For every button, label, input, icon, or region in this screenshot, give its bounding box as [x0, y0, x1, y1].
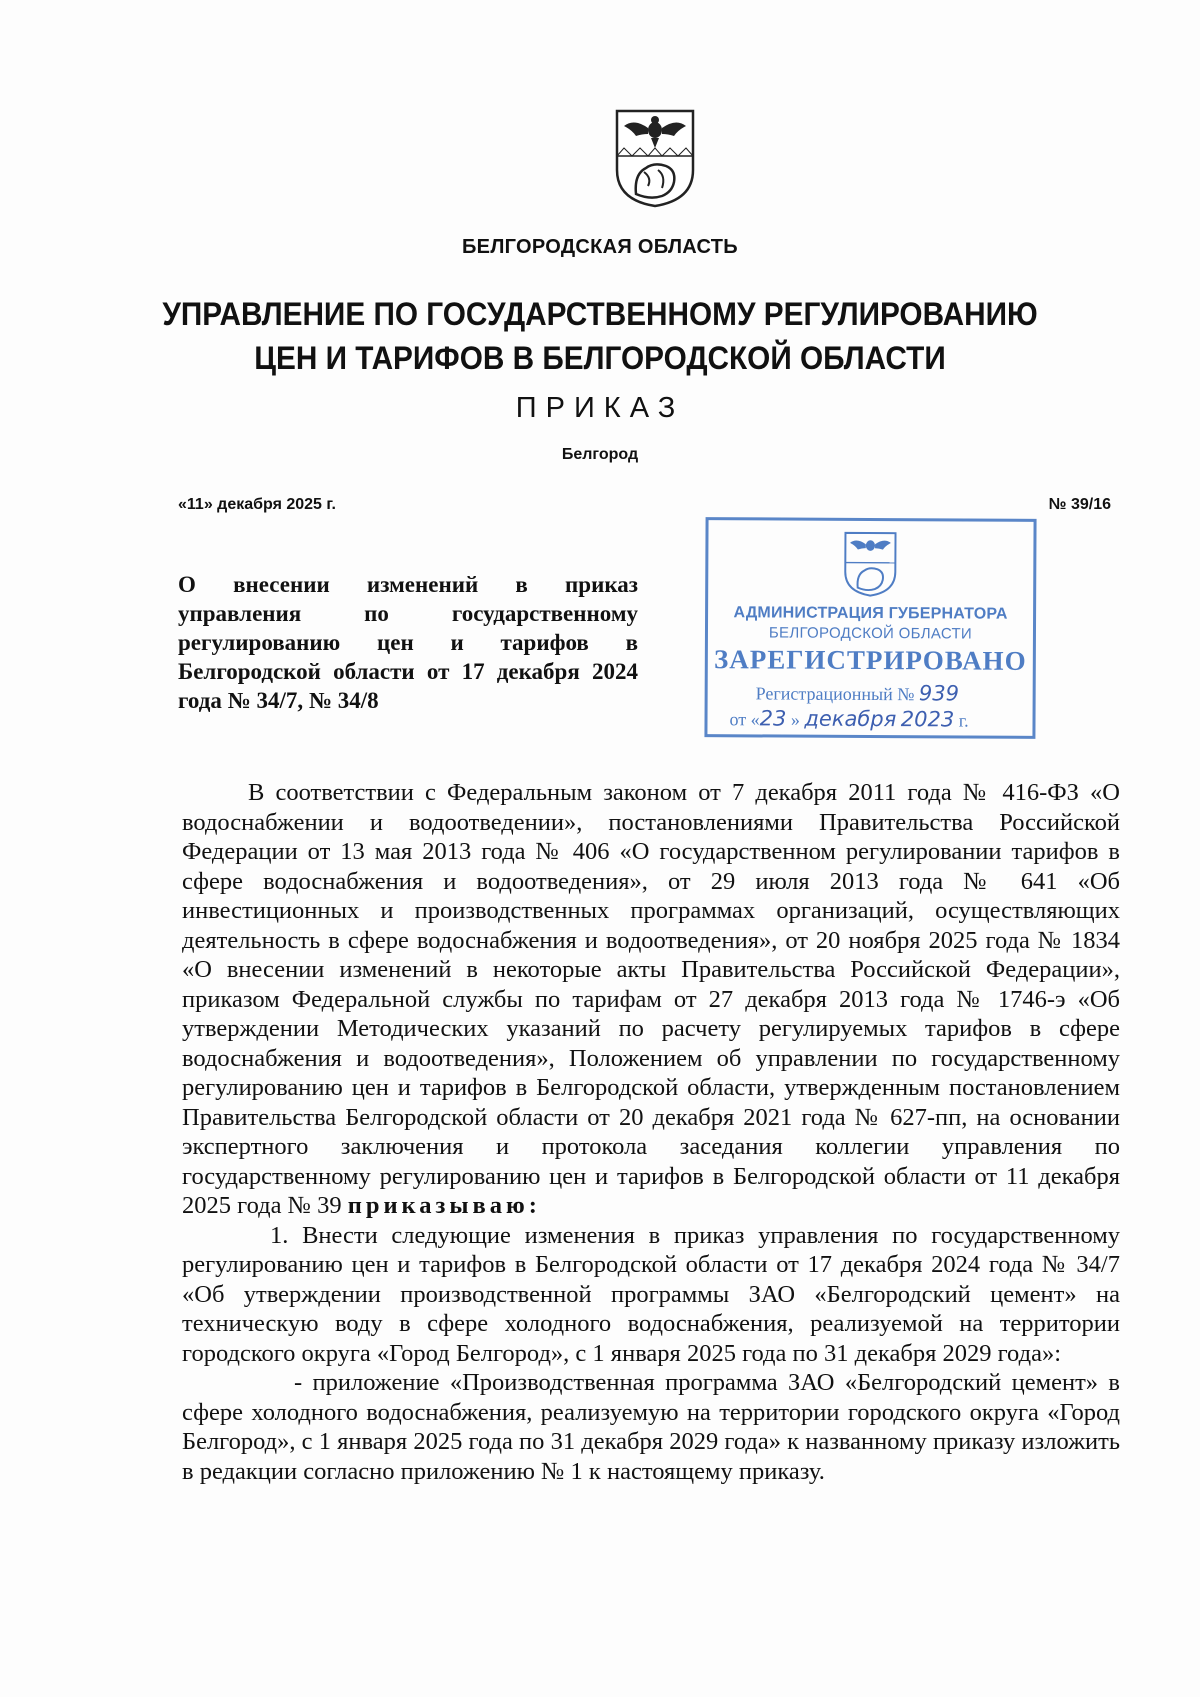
stamp-registration-number — [756, 680, 959, 705]
stamp-authority-line-1: АДМИНИСТРАЦИЯ ГУБЕРНАТОРА — [733, 604, 1008, 623]
stamp-reg-label: Регистрационный № — [755, 683, 915, 705]
document-body — [182, 778, 1120, 1486]
city: Белгород — [561, 446, 639, 463]
stamp-date-mid: » — [790, 709, 800, 730]
item-1-dash-paragraph: - приложение «Производственная программа ЗАО «Белгородский цемент» в сфере холодного водоснабжения, реализуемую на территории городского округа «Город Белгород», с 1 января 2025 года по 31 декабря 2029 года» к названному приказу изложить в редакции согласно приложению № 1 к настоящему приказу. — [182, 1369, 1120, 1485]
stamp-date-prefix: от « — [729, 709, 760, 730]
preamble-text: В соответствии с Федеральным законом от 7 декабря 2011 года № 416-ФЗ «О водоснабжении и водоотведении», постановлениями Правительства Российской Федерации от 13 мая 2013 года № 406 «О государственном регулировании тарифов в сфере водоснабжения и водоотведения», от 29 июля 2013 года № 641 «Об инвестиционных и производственных программах организаций, осуществляющих деятельность в сфере водоснабжения и водоотведения», от 20 ноября 2025 года № 1834 «О внесении изменений в некоторые акты Правительства Российской Федерации», приказом Федеральной службы по тарифам от 27 декабря 2013 года № 1746-э «Об утверждении Методических указаний по расчету регулируемых тарифов в сфере водоснабжения и водоотведения», Положением об управлении по государственному регулированию цен и тарифов в Белгородской области, утвержденным постановлением Правительства Белгородской области от 20 декабря 2021 года № 627-пп, на основании экспертного заключения и протокола заседания коллегии управления по государственному регулированию цен и тарифов в Белгородской области от 11 декабря 2025 года № 39 — [182, 779, 1120, 1219]
document-subject: О внесении изменений в приказ управления по государственному регулированию цен и тарифов в Белгородской области от 17 декабря 2024 года № 34/7, № 34/8 — [178, 572, 638, 713]
stamp-emblem-icon — [843, 531, 897, 597]
agency-name — [42, 292, 1158, 380]
coat-of-arms-emblem — [614, 108, 696, 208]
document-date: «11» декабря 2025 г. — [178, 496, 336, 513]
preamble-paragraph — [182, 778, 1120, 1221]
stamp-authority-line-2: БЕЛГОРОДСКОЙ ОБЛАСТИ — [768, 624, 973, 643]
stamp-date-day-handwritten: 23 — [759, 706, 787, 731]
document-type: ПРИКАЗ — [515, 392, 685, 424]
stamp-date-suffix: г. — [958, 710, 969, 731]
document-number: № 39/16 — [1048, 496, 1111, 513]
stamp-date-year-handwritten: 2023 — [900, 707, 955, 732]
stamp-reg-number-handwritten: 939 — [918, 681, 960, 706]
agency-name-line-2: ЦЕН И ТАРИФОВ В БЕЛГОРОДСКОЙ ОБЛАСТИ — [254, 340, 946, 376]
stamp-date-month-handwritten: декабря — [804, 706, 897, 732]
region-title: БЕЛГОРОДСКАЯ ОБЛАСТЬ — [462, 236, 738, 258]
stamp-date — [729, 706, 968, 731]
item-1-paragraph: 1. Внести следующие изменения в приказ управления по государственному регулированию цен и тарифов в Белгородской области от 17 декабря 2024 года № 34/7 «Об утверждении производственной программы ЗАО «Белгородский цемент» на техническую воду в сфере холодного водоснабжения, реализуемой на территории городского округа «Город Белгород», с 1 января 2025 года по 31 декабря 2029 года»: — [182, 1221, 1120, 1367]
agency-name-line-1: УПРАВЛЕНИЕ ПО ГОСУДАРСТВЕННОМУ РЕГУЛИРОВАНИЮ — [162, 296, 1038, 332]
order-word: приказываю: — [347, 1192, 541, 1219]
registration-stamp — [704, 517, 1036, 739]
stamp-status: ЗАРЕГИСТРИРОВАНО — [713, 644, 1027, 676]
